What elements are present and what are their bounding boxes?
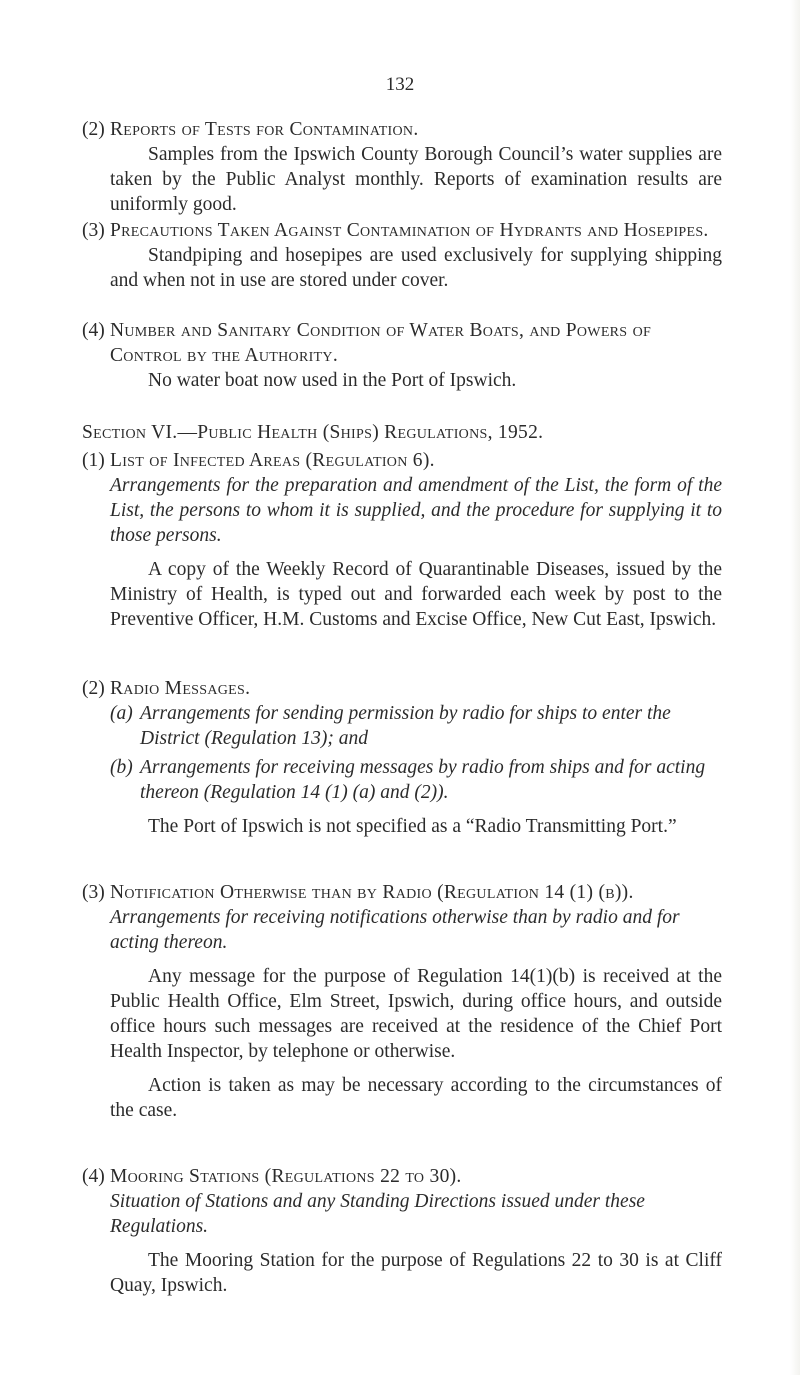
item-notification: [82, 880, 722, 1123]
item-precautions: [82, 218, 722, 293]
item-heading: Number and Sanitary Condition of Water Boats, and Powers of Control by the Authority.: [110, 320, 652, 366]
sub-item-label: (a): [110, 703, 133, 724]
item-number: (2): [82, 119, 105, 140]
item-body: No water boat now used in the Port of Ipswich.: [148, 370, 517, 391]
sub-item-text: Arrangements for sending permission by radio for ships to enter the District (Regulation 13); and: [140, 703, 671, 749]
item-body: A copy of the Weekly Record of Quarantinable Diseases, issued by the Ministry of Health, is typed out and forwarded each week by post to the Preventive Officer, H.M. Customs and Excise Office, New Cut East, Ipswich.: [110, 559, 722, 630]
item-heading: Precautions Taken Against Contamination of Hydrants and Hosepipes.: [110, 220, 709, 241]
item-heading: Notification Otherwise than by Radio (Regulation 14 (1) (b)).: [110, 882, 634, 903]
sub-item-a: [82, 701, 722, 751]
section-heading: Section VI.—Public Health (Ships) Regulations, 1952.: [82, 422, 544, 443]
item-heading: List of Infected Areas (Regulation 6).: [110, 450, 435, 471]
item-heading: Radio Messages.: [110, 678, 251, 699]
item-infected-areas: [82, 448, 722, 632]
item-mooring-stations: [82, 1164, 722, 1298]
item-body: The Port of Ipswich is not specified as a “Radio Transmitting Port.”: [148, 816, 677, 837]
page-number: 132: [385, 74, 415, 95]
item-italic-description: Arrangements for receiving notifications otherwise than by radio and for acting thereon.: [110, 907, 680, 953]
sub-item-label: (b): [110, 757, 133, 778]
item-italic-description: Arrangements for the preparation and amendment of the List, the form of the List, the persons to whom it is supplied, and the procedure for supplying it to those persons.: [110, 475, 722, 546]
item-body: The Mooring Station for the purpose of Regulations 22 to 30 is at Cliff Quay, Ipswich.: [110, 1250, 722, 1296]
item-body: Samples from the Ipswich County Borough Council’s water supplies are taken by the Public Analyst monthly. Reports of examination results are uniformly good.: [110, 144, 722, 215]
item-number: (1): [82, 450, 105, 471]
item-number: (4): [82, 1166, 105, 1187]
sub-item-b: [82, 755, 722, 805]
item-reports-of-tests: [82, 117, 722, 217]
page-edge-shadow: [790, 0, 800, 1375]
item-water-boats: [82, 318, 722, 393]
item-body: Any message for the purpose of Regulation 14(1)(b) is received at the Public Health Office, Elm Street, Ipswich, during office hours, and outside office hours such messages are received at the residence of the Chief Port Health Inspector, by telephone or otherwise.: [110, 966, 722, 1062]
item-heading: Reports of Tests for Contamination.: [110, 119, 419, 140]
item-number: (2): [82, 678, 105, 699]
item-radio-messages: [82, 676, 722, 839]
item-italic-description: Situation of Stations and any Standing Directions issued under these Regulations.: [110, 1191, 645, 1237]
item-number: (3): [82, 882, 105, 903]
item-number: (3): [82, 220, 105, 241]
item-number: (4): [82, 320, 105, 341]
item-body: Standpiping and hosepipes are used exclusively for supplying shipping and when not in use are stored under cover.: [110, 245, 722, 291]
item-heading: Mooring Stations (Regulations 22 to 30).: [110, 1166, 462, 1187]
item-body: Action is taken as may be necessary according to the circumstances of the case.: [110, 1075, 722, 1121]
sub-item-text: Arrangements for receiving messages by radio from ships and for acting thereon (Regulation 14 (1) (a) and (2)).: [140, 757, 706, 803]
